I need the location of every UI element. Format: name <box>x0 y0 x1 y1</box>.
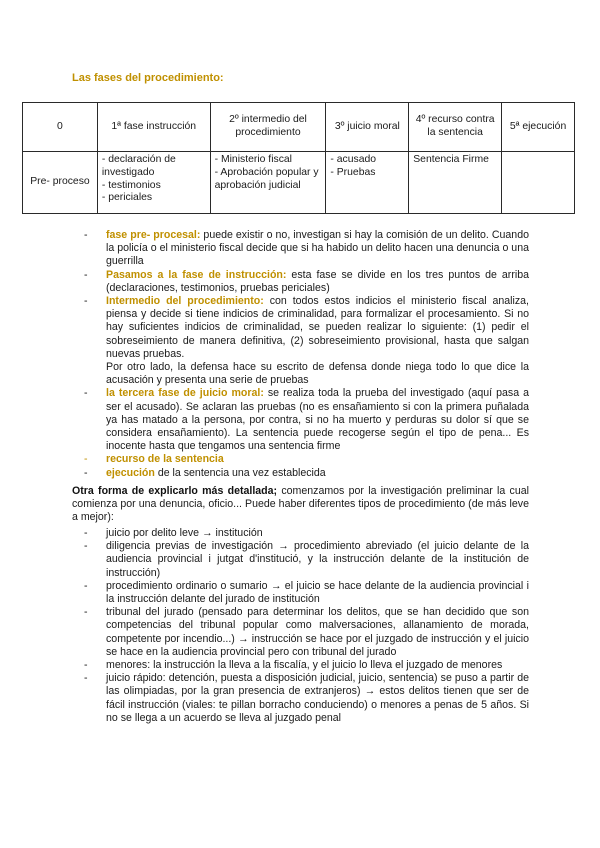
list-item <box>84 387 529 453</box>
header-cell-instruccion: 1ª fase instrucción <box>97 103 210 152</box>
table-row <box>23 152 575 214</box>
dash-bullet: - <box>84 295 88 308</box>
list-item <box>84 453 529 466</box>
dash-bullet: - <box>84 659 88 672</box>
cell-line: - declaración de investigado <box>101 154 176 178</box>
header-cell-0: 0 <box>23 103 98 152</box>
list-item <box>84 606 529 659</box>
dash-bullet: - <box>84 229 88 241</box>
item-text: esta fase se divide en los tres puntos de arriba (declaraciones, testimonios, pruebas periciales) <box>106 268 529 294</box>
list-item <box>84 467 529 480</box>
item-extra-text: Por otro lado, la defensa hace su escrito de defensa donde niega todo lo que dice la acusación y presenta una serie de pruebas <box>106 361 529 387</box>
cell-line: - acusado <box>330 154 377 165</box>
cell-line: - periciales <box>101 192 153 204</box>
cell-juicio-items <box>326 152 409 214</box>
dash-bullet: - <box>84 579 88 592</box>
item-text: menores: la instrucción la lleva a la fiscalía, y el juicio lo lleva el juzgado de menores <box>106 659 503 672</box>
list-item <box>84 659 529 672</box>
detailed-explanation-paragraph <box>72 485 529 525</box>
item-title: fase pre- procesal: <box>106 229 201 241</box>
cell-pre-proceso: Pre- proceso <box>23 152 98 214</box>
list-item <box>84 229 529 269</box>
item-text: de la sentencia una vez establecida <box>154 466 326 479</box>
list-item <box>84 295 529 387</box>
dash-bullet: - <box>84 527 88 539</box>
item-title: la tercera fase de juicio moral: <box>106 387 264 400</box>
list-item <box>84 269 529 295</box>
cell-line: - testimonios <box>101 179 161 191</box>
dash-bullet: - <box>84 606 88 619</box>
header-cell-juicio-moral: 3º juicio moral <box>326 103 409 152</box>
item-text: tribunal del jurado (pensado para determinar los delitos, que se han decidido que son competencias del tribunal popular como malversaciones, allanamiento de morada, competente por incendio...) → instrucción se hace por el juzgado de instrucción y el juicio se hace en la audiencia provincial pero con tribunal del jurado <box>106 606 529 658</box>
header-cell-intermedio: 2º intermedio del procedimiento <box>210 103 326 152</box>
item-text: puede existir o no, investigan si hay la comisión de un delito. Cuando la policía o el ministerio fiscal decide que si ha habido un delito hacen una denuncia o una guerrilla <box>106 229 529 268</box>
item-title: Intermedio del procedimiento: <box>106 295 264 308</box>
item-text: juicio por delito leve → institución <box>106 527 263 539</box>
paragraph-text: comenzamos por la investigación preliminar la cual comienza por una denuncia, oficio... Puede haber diferentes tipos de procedimiento (de más leve a mejor): <box>72 485 529 524</box>
table-header-row <box>23 103 575 152</box>
item-text: procedimiento ordinario o sumario → el juicio se hace delante de la audiencia provincial i la instrucción delante del jurado de institución <box>106 579 529 606</box>
cell-recurso: Sentencia Firme <box>409 152 502 214</box>
item-text: juicio rápido: detención, puesta a disposición judicial, juicio, sentencia) se puso a partir de las olimpiadas, por la gran presencia de extranjeros) → estos delitos tienen que ser de fácil instrucción (viales: te pillan borracho conduciendo) o menores a penas de 5 años. Si no se llega a un acuerdo se lleva al juzgado penal <box>106 672 529 724</box>
item-title: ejecución <box>106 466 155 479</box>
section-heading: Las fases del procedimiento: <box>72 72 224 84</box>
dash-bullet: - <box>84 466 88 479</box>
dash-bullet: - <box>84 387 88 400</box>
dash-bullet: - <box>84 540 88 553</box>
procedures-list <box>84 527 529 725</box>
cell-line: - Ministerio fiscal <box>214 154 292 165</box>
item-text: con todos estos indicios el ministerio fiscal analiza, piensa y decide si tiene indicios de criminalidad, para formalizar el procesamiento. Si no hay suficientes indicios de criminalidad, se pueden realizar lo siguiente: (1) pedir el sobreseimiento de manera definitiva, (2) sobreseimiento provisional, hasta que salgan nuevas pruebas. <box>106 295 529 360</box>
dash-bullet: - <box>84 672 88 685</box>
phases-table <box>22 102 575 214</box>
list-item <box>84 527 529 540</box>
cell-instruccion-items <box>97 152 210 214</box>
item-text: diligencia previas de investigación → procedimiento abreviado (el juicio delante de la audiencia provincial i jutgat d'institució, y la instrucción delante de la institución de instrucción) <box>106 540 529 579</box>
cell-intermedio-items <box>210 152 326 214</box>
list-item <box>84 580 529 606</box>
list-item <box>84 672 529 725</box>
item-title: recurso de la sentencia <box>106 453 224 466</box>
list-item <box>84 540 529 580</box>
cell-line: - Aprobación popular y aprobación judicial <box>214 166 319 191</box>
cell-line: - Pruebas <box>330 166 376 178</box>
header-cell-ejecucion: 5ª ejecución <box>502 103 575 152</box>
header-cell-recurso: 4º recurso contra la sentencia <box>409 103 502 152</box>
item-title: Pasamos a la fase de instrucción: <box>106 268 287 281</box>
phases-list <box>84 229 529 480</box>
dash-bullet: - <box>84 268 88 281</box>
paragraph-lead: Otra forma de explicarlo más detallada; <box>72 485 278 497</box>
dash-bullet: - <box>84 453 88 466</box>
item-text: se realiza toda la prueba del investigado (aquí pasa a ser el acusado). Se aclaran las pruebas (no es ensañamiento si con la primera puñalada ya has matado a la persona, por contra, si no ha muerto y perduras su dolor sí que se considera ensañamiento). La sentencia puede recogerse según el tipo de pena... Es inocente hasta que tengamos una sentencia firme <box>106 387 529 453</box>
cell-ejecucion <box>502 152 575 214</box>
